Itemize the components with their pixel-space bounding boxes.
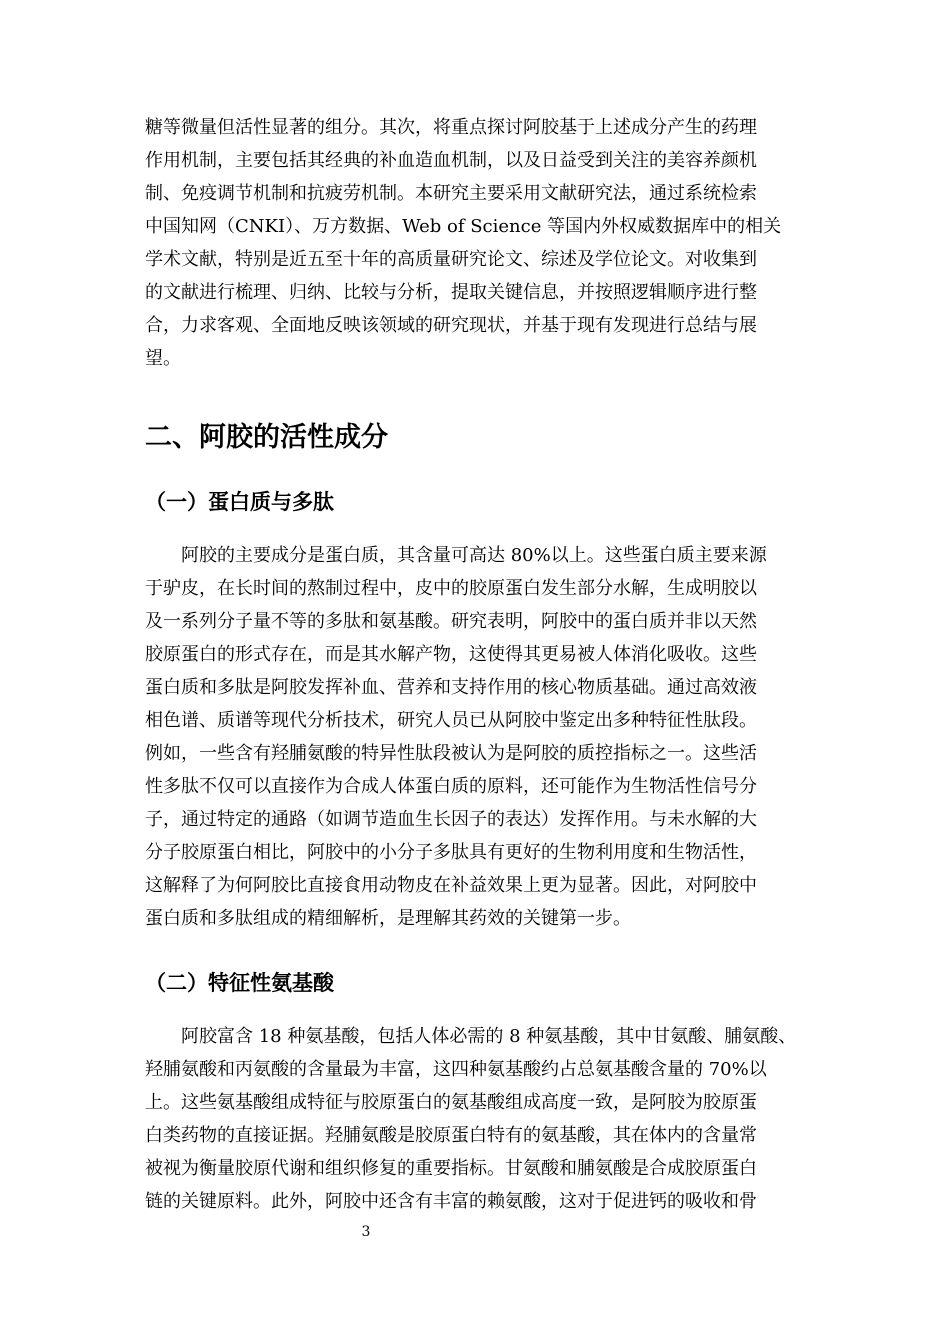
paragraph-line: 学术文献，特别是近五至十年的高质量研究论文、综述及学位论文。对收集到 — [145, 249, 757, 270]
paragraph-line: 这解释了为何阿胶比直接食用动物皮在补益效果上更为显著。因此，对阿胶中 — [145, 875, 757, 896]
paragraph-line: 中国知网（CNKI）、万方数据、Web of Science 等国内外权威数据库中的相关 — [145, 216, 782, 237]
paragraph-line: 制、免疫调节机制和抗疲劳机制。本研究主要采用文献研究法，通过系统检索 — [145, 183, 757, 204]
paragraph-line: 子，通过特定的通路（如调节造血生长因子的表达）发挥作用。与未水解的大 — [145, 809, 757, 830]
paragraph-line: 合，力求客观、全面地反映该领域的研究现状，并基于现有发现进行总结与展 — [145, 315, 757, 336]
paragraph-line: 蛋白质和多肽是阿胶发挥补血、营养和支持作用的核心物质基础。通过高效液 — [145, 677, 757, 698]
paragraph-line: 阿胶富含 18 种氨基酸，包括人体必需的 8 种氨基酸，其中甘氨酸、脯氨酸、 — [181, 1026, 797, 1047]
paragraph-line: 分子胶原蛋白相比，阿胶中的小分子多肽具有更好的生物利用度和生物活性， — [145, 842, 757, 863]
paragraph-line: 羟脯氨酸和丙氨酸的含量最为丰富，这四种氨基酸约占总氨基酸含量的 70%以 — [145, 1059, 767, 1080]
paragraph-line: 胶原蛋白的形式存在，而是其水解产物，这使得其更易被人体消化吸收。这些 — [145, 644, 757, 665]
subsection-heading: （二）特征性氨基酸 — [145, 971, 334, 995]
paragraph-line: 望。 — [145, 348, 181, 369]
subsection-heading: （一）蛋白质与多肽 — [145, 490, 334, 514]
paragraph-line: 糖等微量但活性显著的组分。其次，将重点探讨阿胶基于上述成分产生的药理 — [145, 117, 757, 138]
paragraph-line: 上。这些氨基酸组成特征与胶原蛋白的氨基酸组成高度一致，是阿胶为胶原蛋 — [145, 1092, 757, 1113]
paragraph-line: 性多肽不仅可以直接作为合成人体蛋白质的原料，还可能作为生物活性信号分 — [145, 776, 757, 797]
section-heading: 二、阿胶的活性成分 — [145, 422, 388, 453]
paragraph-line: 阿胶的主要成分是蛋白质，其含量可高达 80%以上。这些蛋白质主要来源 — [181, 545, 767, 566]
paragraph-line: 及一系列分子量不等的多肽和氨基酸。研究表明，阿胶中的蛋白质并非以天然 — [145, 611, 757, 632]
paragraph-line: 蛋白质和多肽组成的精细解析，是理解其药效的关键第一步。 — [145, 908, 631, 929]
paragraph-line: 被视为衡量胶原代谢和组织修复的重要指标。甘氨酸和脯氨酸是合成胶原蛋白 — [145, 1158, 757, 1179]
paragraph-line: 白类药物的直接证据。羟脯氨酸是胶原蛋白特有的氨基酸，其在体内的含量常 — [145, 1125, 757, 1146]
paragraph-line: 的文献进行梳理、归纳、比较与分析，提取关键信息，并按照逻辑顺序进行整 — [145, 282, 757, 303]
paragraph-line: 于驴皮，在长时间的熬制过程中，皮中的胶原蛋白发生部分水解，生成明胶以 — [145, 578, 757, 599]
page-number: 3 — [361, 1224, 371, 1240]
paragraph-line: 作用机制，主要包括其经典的补血造血机制，以及日益受到关注的美容养颜机 — [145, 150, 757, 171]
paragraph-line: 相色谱、质谱等现代分析技术，研究人员已从阿胶中鉴定出多种特征性肽段。 — [145, 710, 757, 731]
paragraph-line: 链的关键原料。此外，阿胶中还含有丰富的赖氨酸，这对于促进钙的吸收和骨 — [145, 1191, 757, 1212]
paragraph-line: 例如，一些含有羟脯氨酸的特异性肽段被认为是阿胶的质控指标之一。这些活 — [145, 743, 757, 764]
